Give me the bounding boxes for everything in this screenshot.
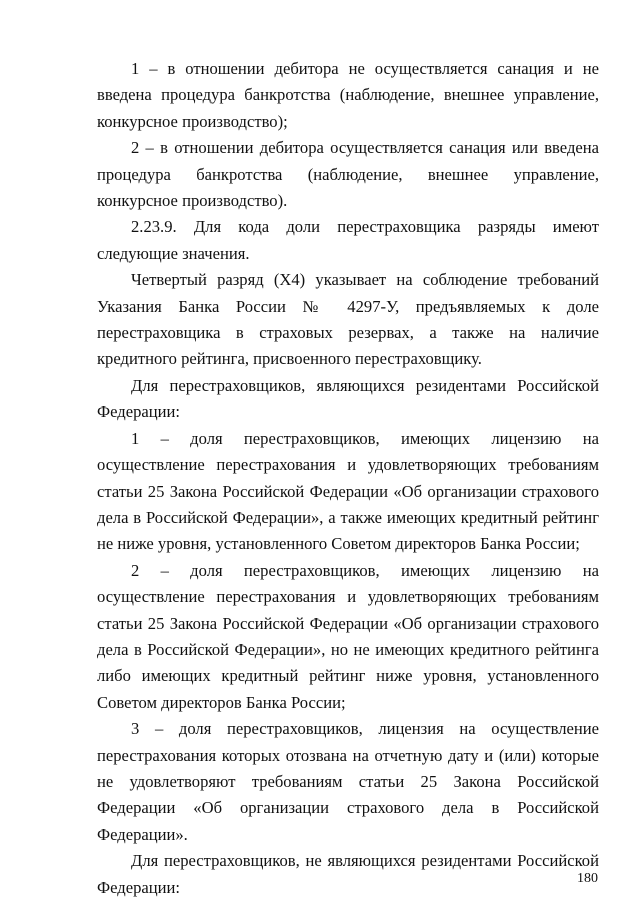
- paragraph: 1 – доля перестраховщиков, имеющих лицензию на осуществление перестрахования и удовлетворяющих требованиям статьи 25 Закона Российской Федерации «Об организации страхового дела в Российской Федерации», а также имеющих кредитный рейтинг не ниже уровня, установленного Советом директоров Банка России;: [97, 428, 599, 554]
- document-page: [97, 56, 599, 901]
- paragraph: 1 – в отношении дебитора не осуществляется санация и не введена процедура банкротства (наблюдение, внешнее управление, конкурсное производство);: [97, 59, 599, 131]
- paragraph: Четвертый разряд (Х4) указывает на соблюдение требований Указания Банка России № 4297-У, предъявляемых к доле перестраховщика в страховых резервах, а также на наличие кредитного рейтинга, присвоенного перестраховщику.: [97, 270, 599, 369]
- paragraph: Для перестраховщиков, не являющихся резидентами Российской Федерации:: [97, 851, 599, 897]
- paragraph: 3 – доля перестраховщиков, лицензия на осуществление перестрахования которых отозвана на отчетную дату и (или) которые не удовлетворяют требованиям статьи 25 Закона Российской Федерации «Об организации страхового дела в Российской Федерации».: [97, 719, 599, 844]
- paragraph: 2.23.9. Для кода доли перестраховщика разряды имеют следующие значения.: [97, 217, 599, 263]
- paragraph: 2 – в отношении дебитора осуществляется санация или введена процедура банкротства (наблюдение, внешнее управление, конкурсное производство).: [97, 138, 599, 211]
- paragraph: 2 – доля перестраховщиков, имеющих лицензию на осуществление перестрахования и удовлетворяющих требованиям статьи 25 Закона Российской Федерации «Об организации страхового дела в Российской Федерации», но не имеющих кредитного рейтинга либо имеющих кредитный рейтинг ниже уровня, установленного Советом директоров Банка России;: [97, 560, 599, 712]
- page-number: 180: [577, 871, 598, 886]
- paragraph: Для перестраховщиков, являющихся резидентами Российской Федерации:: [97, 375, 599, 422]
